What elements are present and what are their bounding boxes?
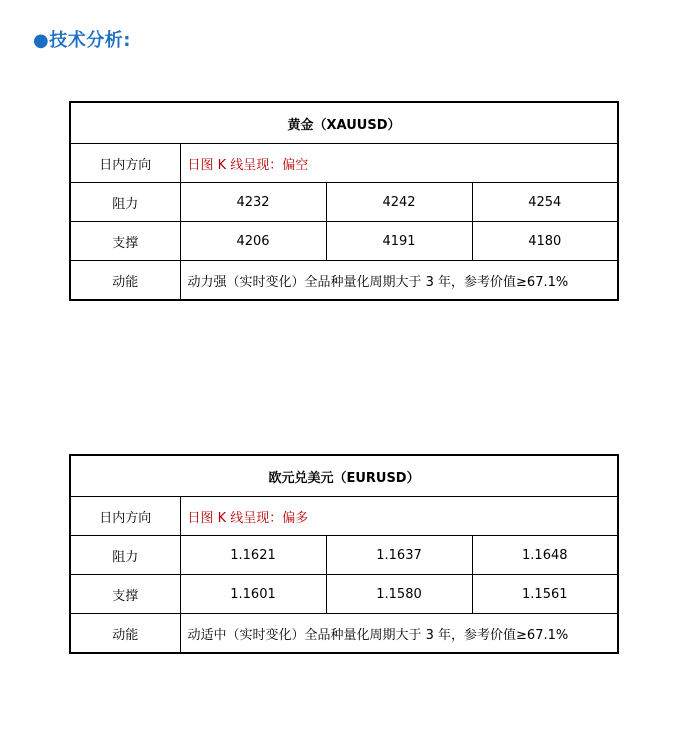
momentum-value: 动力强（实时变化）全品种量化周期大于 3 年，参考价值≥67.1% [180,261,618,301]
resistance-label: 阻力 [70,536,180,575]
resistance-row [70,536,618,575]
support-row [70,222,618,261]
support-value-1: 4206 [180,222,326,261]
table-title: 欧元兑美元（EURUSD） [70,455,618,497]
support-value-3: 1.1561 [472,575,618,614]
table-title-row [70,455,618,497]
direction-value: 日图 K 线呈现：偏多 [180,497,618,536]
resistance-value-2: 1.1637 [326,536,472,575]
support-value-1: 1.1601 [180,575,326,614]
support-label: 支撑 [70,222,180,261]
momentum-row [70,614,618,654]
momentum-row [70,261,618,301]
direction-value: 日图 K 线呈现：偏空 [180,144,618,183]
section-heading: ●技术分析: [33,30,131,51]
resistance-value-3: 1.1648 [472,536,618,575]
eurusd-analysis-table [69,454,619,654]
gold-analysis-table [69,101,619,301]
direction-label: 日内方向 [70,144,180,183]
support-value-2: 4191 [326,222,472,261]
resistance-row [70,183,618,222]
table-title: 黄金（XAUUSD） [70,102,618,144]
direction-row [70,497,618,536]
resistance-value-1: 1.1621 [180,536,326,575]
direction-label: 日内方向 [70,497,180,536]
resistance-value-3: 4254 [472,183,618,222]
momentum-value: 动适中（实时变化）全品种量化周期大于 3 年，参考价值≥67.1% [180,614,618,654]
direction-row [70,144,618,183]
resistance-value-1: 4232 [180,183,326,222]
support-value-3: 4180 [472,222,618,261]
momentum-label: 动能 [70,261,180,301]
support-value-2: 1.1580 [326,575,472,614]
resistance-label: 阻力 [70,183,180,222]
support-row [70,575,618,614]
support-label: 支撑 [70,575,180,614]
momentum-label: 动能 [70,614,180,654]
resistance-value-2: 4242 [326,183,472,222]
table-title-row [70,102,618,144]
